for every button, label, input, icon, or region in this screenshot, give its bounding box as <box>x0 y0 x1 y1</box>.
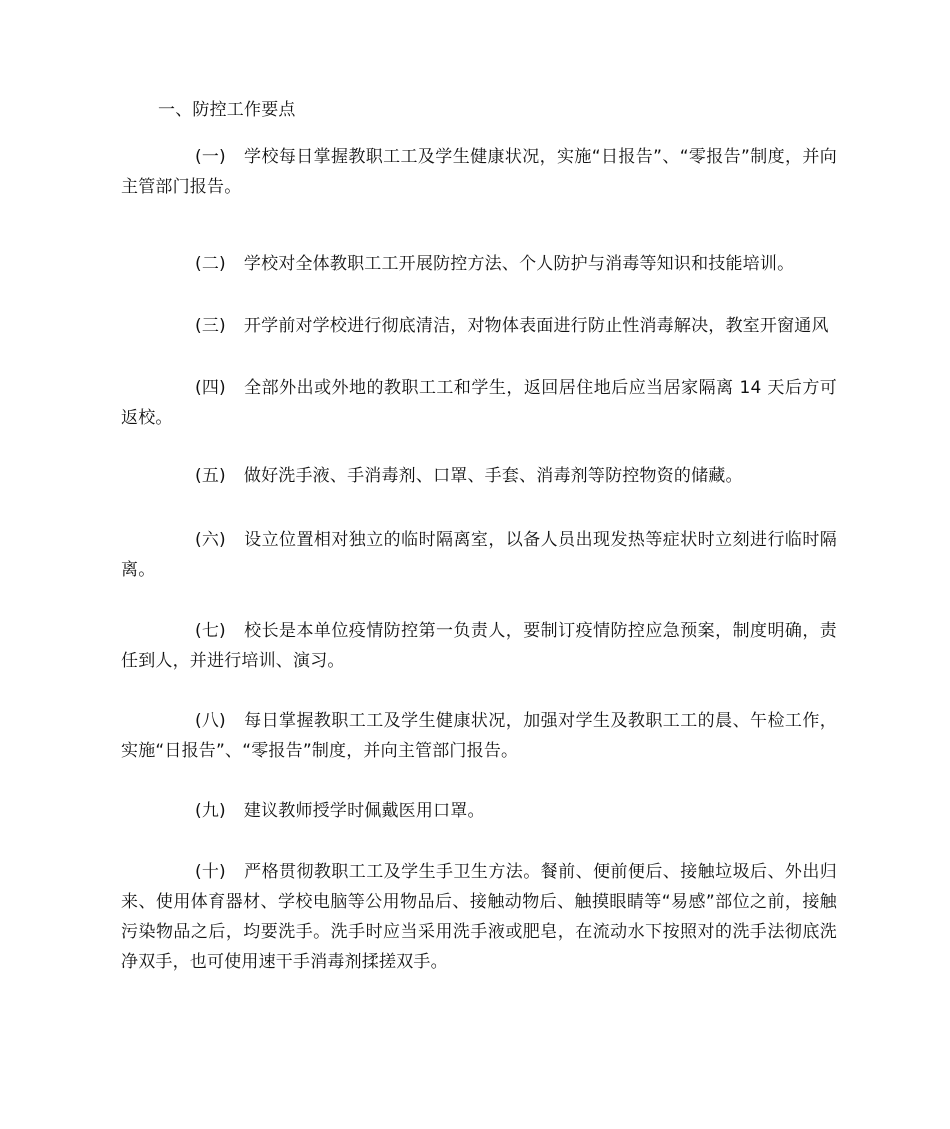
list-item-5 <box>121 461 837 491</box>
list-item-6 <box>121 525 837 585</box>
item-marker: (二) <box>195 254 226 274</box>
item-text: 学校对全体教职工工开展防控方法、个人防护与消毒等知识和技能培训。 <box>243 254 795 274</box>
list-item-3 <box>121 311 837 341</box>
item-marker: (四) <box>195 378 226 398</box>
item-text: 每日掌握教职工工及学生健康状况，加强对学生及教职工工的晨、午检工作，实施“日报告”、“零报告”制度，并向主管部门报告。 <box>121 711 837 761</box>
item-marker: (三) <box>195 316 226 336</box>
item-text: 开学前对学校进行彻底清洁，对物体表面进行防止性消毒解决，教室开窗通风 <box>243 316 829 336</box>
item-marker: (九) <box>195 801 226 821</box>
list-item-2 <box>121 249 837 279</box>
section-heading: 一、防控工作要点 <box>158 100 296 120</box>
list-item-10 <box>121 857 837 977</box>
item-marker: (六) <box>195 530 226 550</box>
item-text: 严格贯彻教职工工及学生手卫生方法。餐前、便前便后、接触垃圾后、外出归来、使用体育器材、学校电脑等公用物品后、接触动物后、触摸眼睛等“易感”部位之前，接触污染物品之后，均要洗手。洗手时应当采用洗手液或肥皂，在流动水下按照对的洗手法彻底洗净双手，也可使用速干手消毒剂揉搓双手。 <box>121 862 837 972</box>
item-text: 设立位置相对独立的临时隔离室，以备人员出现发热等症状时立刻进行临时隔离。 <box>121 530 837 580</box>
item-marker: (一) <box>195 147 226 167</box>
item-marker: (八) <box>195 711 226 731</box>
item-marker: (七) <box>195 621 226 641</box>
item-text: 学校每日掌握教职工工及学生健康状况，实施“日报告”、“零报告”制度，并向主管部门报告。 <box>121 147 837 197</box>
item-text: 全部外出或外地的教职工工和学生，返回居住地后应当居家隔离 14 天后方可返校。 <box>121 378 837 428</box>
item-text: 建议教师授学时佩戴医用口罩。 <box>243 801 485 821</box>
list-item-8 <box>121 706 837 766</box>
item-marker: (五) <box>195 466 226 486</box>
item-text: 校长是本单位疫情防控第一负责人，要制订疫情防控应急预案，制度明确，责任到人，并进行培训、演习。 <box>121 621 837 671</box>
list-item-9 <box>121 796 837 826</box>
list-item-1 <box>121 142 837 202</box>
list-item-4 <box>121 373 837 433</box>
list-item-7 <box>121 616 837 676</box>
item-text: 做好洗手液、手消毒剂、口罩、手套、消毒剂等防控物资的储藏。 <box>243 466 743 486</box>
item-marker: (十) <box>195 862 226 882</box>
